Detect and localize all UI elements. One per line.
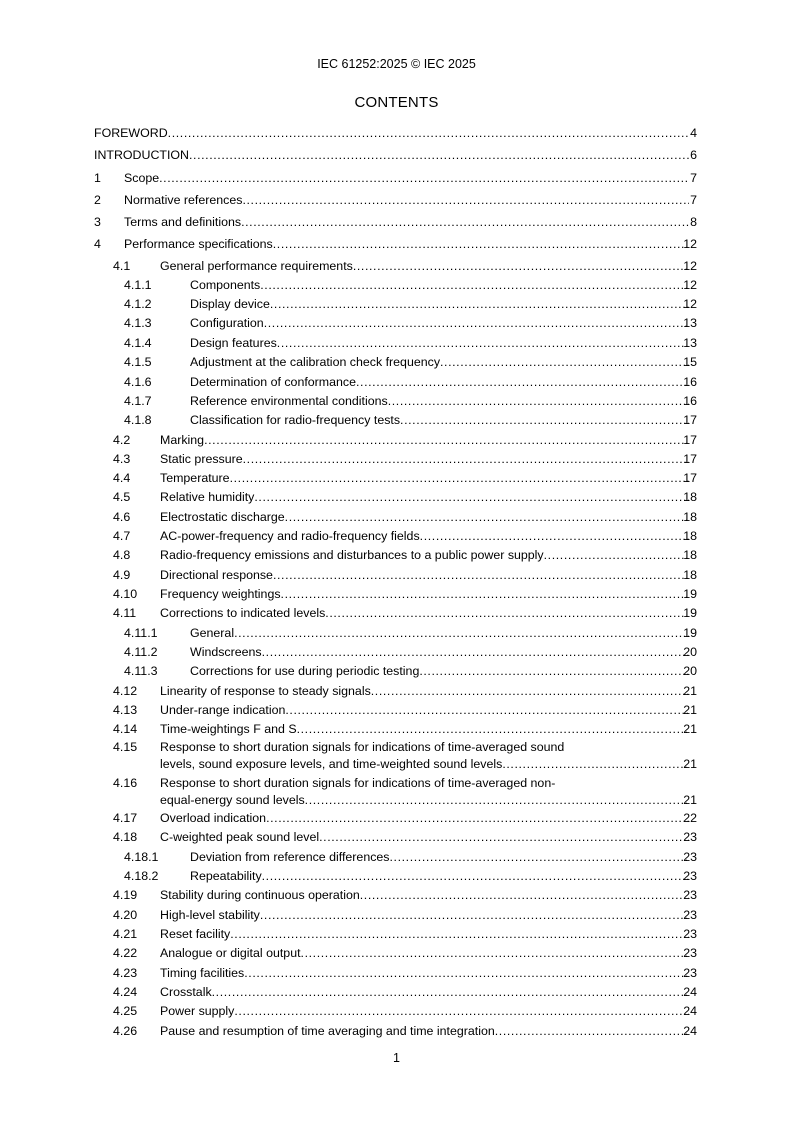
toc-entry-page: 8	[690, 215, 697, 229]
toc-entry-page: 7	[690, 171, 697, 185]
toc-entry-title: Time-weightings F and S	[160, 722, 297, 736]
toc-entry-number: 4.4	[113, 471, 131, 485]
toc-entry[interactable]	[0, 374, 793, 391]
toc-entry-number: 4.20	[113, 908, 138, 922]
dot-leader	[260, 907, 689, 924]
toc-entry[interactable]	[0, 663, 793, 680]
toc-entry[interactable]	[0, 984, 793, 1001]
toc-entry-number: 4.1.2	[124, 297, 152, 311]
toc-entry[interactable]	[0, 412, 793, 429]
toc-entry-title: Directional response	[160, 568, 273, 582]
toc-entry-page: 21	[683, 703, 697, 717]
toc-entry-number: 4.5	[113, 490, 131, 504]
toc-entry-number: 1	[94, 171, 101, 185]
toc-entry-number: 4.12	[113, 684, 138, 698]
toc-entry[interactable]	[0, 849, 793, 866]
toc-entry-page: 22	[683, 811, 697, 825]
toc-entry-page: 21	[683, 793, 697, 807]
toc-entry-title: Power supply	[160, 1004, 235, 1018]
toc-entry-page: 17	[683, 471, 697, 485]
toc-entry-page: 23	[683, 927, 697, 941]
dot-leader	[260, 277, 689, 294]
dot-leader	[270, 296, 689, 313]
toc-entry-title: Scope	[124, 171, 160, 185]
dot-leader	[360, 887, 689, 904]
toc-entry-title: Components	[190, 278, 261, 292]
toc-entry-number: 4.8	[113, 548, 131, 562]
toc-entry[interactable]	[0, 605, 793, 622]
toc-entry[interactable]	[0, 625, 793, 642]
toc-entry[interactable]	[0, 393, 793, 410]
toc-entry-title: Terms and definitions	[124, 215, 242, 229]
dot-leader	[234, 625, 689, 642]
toc-entry-number: 4.11.2	[124, 645, 158, 659]
toc-entry-number: 4.16	[113, 776, 138, 790]
dot-leader	[241, 214, 689, 231]
toc-entry[interactable]	[0, 756, 793, 773]
dot-leader	[266, 810, 689, 827]
dot-leader	[319, 829, 689, 846]
toc-entry-title: FOREWORD	[94, 126, 168, 140]
toc-entry-title: Analogue or digital output	[160, 946, 301, 960]
toc-entry-number: 4.21	[113, 927, 138, 941]
toc-entry-page: 23	[683, 888, 697, 902]
toc-entry-page: 16	[683, 375, 697, 389]
toc-entry-number: 4.18.1	[124, 850, 159, 864]
toc-entry-page: 24	[683, 1024, 697, 1038]
dot-leader	[400, 412, 689, 429]
dot-leader	[230, 470, 689, 487]
page-number: 1	[393, 1051, 400, 1065]
toc-entry-page: 13	[683, 336, 697, 350]
toc-entry-number: 3	[94, 215, 101, 229]
toc-entry[interactable]	[0, 125, 793, 142]
toc-entry-title: Relative humidity	[160, 490, 255, 504]
toc-entry-title: Under-range indication	[160, 703, 286, 717]
toc-entry-title: C-weighted peak sound level	[160, 830, 320, 844]
toc-entry-page: 4	[690, 126, 697, 140]
dot-leader	[305, 792, 689, 809]
toc-entry-number: 4.14	[113, 722, 138, 736]
toc-entry-title: Windscreens	[190, 645, 262, 659]
toc-entry-page: 18	[683, 529, 697, 543]
toc-entry[interactable]	[0, 887, 793, 904]
toc-entry-number: 4.3	[113, 452, 131, 466]
toc-entry-page: 19	[683, 606, 697, 620]
toc-entry-title: Frequency weightings	[160, 587, 281, 601]
toc-entry-page: 24	[683, 985, 697, 999]
toc-entry-title: Linearity of response to steady signals	[160, 684, 371, 698]
toc-entry-title: Display device	[190, 297, 270, 311]
toc-entry-title: Electrostatic discharge	[160, 510, 285, 524]
toc-entry[interactable]	[0, 489, 793, 506]
dot-leader	[495, 1023, 689, 1040]
toc-entry[interactable]	[0, 528, 793, 545]
toc-entry-title-line1: Response to short duration signals for indications of time-averaged sound	[160, 740, 565, 754]
toc-entry-page: 7	[690, 193, 697, 207]
dot-leader	[285, 509, 689, 526]
toc-entry-title: Classification for radio-frequency tests	[190, 413, 401, 427]
toc-entry-number: 4.11	[113, 606, 137, 620]
toc-entry-title: Determination of conformance	[190, 375, 356, 389]
toc-entry[interactable]	[0, 644, 793, 661]
toc-entry[interactable]	[0, 926, 793, 943]
toc-entry[interactable]	[0, 432, 793, 449]
toc-entry[interactable]	[0, 907, 793, 924]
toc-entry-page: 17	[683, 433, 697, 447]
dot-leader	[356, 374, 689, 391]
toc-entry-title: equal-energy sound levels	[160, 793, 305, 807]
toc-entry[interactable]	[0, 236, 793, 253]
toc-entry-title: levels, sound exposure levels, and time-weighted sound levels	[160, 757, 503, 771]
toc-entry-title: Overload indication	[160, 811, 267, 825]
dot-leader	[244, 965, 689, 982]
dot-leader	[234, 1003, 689, 1020]
toc-entry-number: 4	[94, 237, 101, 251]
toc-entry-title: Performance specifications	[124, 237, 273, 251]
toc-entry-page: 23	[683, 850, 697, 864]
toc-entry-page: 12	[683, 297, 697, 311]
dot-leader	[277, 335, 689, 352]
toc-entry-number: 4.1.6	[124, 375, 152, 389]
toc-entry[interactable]	[0, 258, 793, 275]
toc-entry-page: 12	[683, 259, 697, 273]
dot-leader	[420, 528, 689, 545]
toc-entry-number: 4.18.2	[124, 869, 159, 883]
toc-entry-page: 21	[683, 684, 697, 698]
toc-entry-number: 4.15	[113, 740, 138, 754]
toc-entry-page: 21	[683, 757, 697, 771]
dot-leader	[159, 170, 689, 187]
dot-leader	[419, 663, 689, 680]
dot-leader	[371, 683, 689, 700]
toc-entry-title: General	[190, 626, 235, 640]
toc-entry[interactable]	[0, 721, 793, 738]
toc-entry[interactable]	[0, 945, 793, 962]
dot-leader	[189, 147, 689, 164]
toc-entry-page: 15	[683, 355, 697, 369]
toc-entry[interactable]	[0, 147, 793, 164]
toc-entry-page: 13	[683, 316, 697, 330]
toc-entry-first-line	[0, 775, 793, 792]
dot-leader	[273, 236, 689, 253]
toc-entry[interactable]	[0, 192, 793, 209]
toc-entry-number: 4.19	[113, 888, 138, 902]
toc-entry-number: 4.9	[113, 568, 131, 582]
dot-leader	[273, 567, 689, 584]
dot-leader	[544, 547, 689, 564]
toc-entry-number: 4.18	[113, 830, 138, 844]
toc-entry[interactable]	[0, 829, 793, 846]
dot-leader	[285, 702, 689, 719]
dot-leader	[204, 432, 689, 449]
toc-entry-number: 4.10	[113, 587, 138, 601]
toc-entry-number: 4.25	[113, 1004, 138, 1018]
toc-entry-number: 4.24	[113, 985, 138, 999]
dot-leader	[390, 849, 690, 866]
toc-entry-number: 4.7	[113, 529, 131, 543]
toc-entry-title: Corrections for use during periodic testing	[190, 664, 420, 678]
toc-entry-number: 4.11.1	[124, 626, 158, 640]
dot-leader	[281, 586, 689, 603]
toc-entry-page: 23	[683, 908, 697, 922]
toc-entry-page: 18	[683, 548, 697, 562]
dot-leader	[301, 945, 689, 962]
toc-entry[interactable]	[0, 547, 793, 564]
toc-entry-page: 18	[683, 510, 697, 524]
dot-leader	[242, 192, 689, 209]
toc-entry-title: Pause and resumption of time averaging and time integration	[160, 1024, 495, 1038]
toc-entry-number: 4.6	[113, 510, 131, 524]
toc-entry[interactable]	[0, 702, 793, 719]
toc-entry-page: 19	[683, 626, 697, 640]
toc-entry[interactable]	[0, 335, 793, 352]
toc-entry-title: Reference environmental conditions	[190, 394, 388, 408]
toc-entry-number: 2	[94, 193, 101, 207]
toc-entry-title: General performance requirements	[160, 259, 353, 273]
toc-entry-title: Corrections to indicated levels	[160, 606, 326, 620]
toc-entry-page: 12	[683, 278, 697, 292]
toc-entry-title: Crosstalk	[160, 985, 212, 999]
toc-entry-number: 4.17	[113, 811, 138, 825]
toc-entry-page: 12	[683, 237, 697, 251]
dot-leader	[264, 315, 689, 332]
dot-leader	[502, 756, 689, 773]
toc-entry-title: Temperature	[160, 471, 230, 485]
dot-leader	[353, 258, 689, 275]
toc-entry[interactable]	[0, 683, 793, 700]
toc-entry-number: 4.11.3	[124, 664, 158, 678]
contents-title: CONTENTS	[354, 94, 439, 111]
toc-entry-title: Radio-frequency emissions and disturbances to a public power supply	[160, 548, 544, 562]
toc-entry[interactable]	[0, 586, 793, 603]
dot-leader	[262, 644, 689, 661]
toc-entry-page: 17	[683, 413, 697, 427]
toc-entry-page: 17	[683, 452, 697, 466]
toc-entry[interactable]	[0, 214, 793, 231]
toc-entry[interactable]	[0, 315, 793, 332]
toc-entry-number: 4.1.3	[124, 316, 152, 330]
toc-entry-title: Repeatability	[190, 869, 262, 883]
toc-entry-number: 4.1.5	[124, 355, 152, 369]
toc-entry-title: Normative references	[124, 193, 243, 207]
toc-entry-first-line	[0, 739, 793, 756]
dot-leader	[440, 354, 689, 371]
toc-entry-page: 23	[683, 830, 697, 844]
dot-leader	[325, 605, 689, 622]
toc-entry-title: Design features	[190, 336, 277, 350]
toc-entry-number: 4.1.8	[124, 413, 152, 427]
toc-entry-number: 4.1	[113, 259, 131, 273]
dot-leader	[388, 393, 689, 410]
toc-entry-title: Deviation from reference differences	[190, 850, 390, 864]
toc-entry[interactable]	[0, 1023, 793, 1040]
toc-entry[interactable]	[0, 965, 793, 982]
toc-entry-page: 20	[683, 645, 697, 659]
toc-entry-page: 18	[683, 568, 697, 582]
dot-leader	[262, 868, 689, 885]
toc-entry[interactable]	[0, 470, 793, 487]
toc-entry-title: High-level stability	[160, 908, 260, 922]
toc-entry-page: 23	[683, 869, 697, 883]
toc-entry-title: Marking	[160, 433, 205, 447]
document-header: IEC 61252:2025 © IEC 2025	[317, 57, 476, 71]
toc-entry-number: 4.1.1	[124, 278, 152, 292]
toc-entry[interactable]	[0, 810, 793, 827]
toc-entry-number: 4.2	[113, 433, 131, 447]
toc-entry-title: Timing facilities	[160, 966, 245, 980]
toc-entry-page: 20	[683, 664, 697, 678]
toc-entry[interactable]	[0, 509, 793, 526]
toc-entry-page: 16	[683, 394, 697, 408]
dot-leader	[230, 926, 689, 943]
toc-entry[interactable]	[0, 277, 793, 294]
toc-entry-title: Adjustment at the calibration check frequency	[190, 355, 441, 369]
toc-entry-page: 19	[683, 587, 697, 601]
toc-entry-number: 4.1.7	[124, 394, 152, 408]
toc-entry-page: 24	[683, 1004, 697, 1018]
toc-entry[interactable]	[0, 567, 793, 584]
dot-leader	[212, 984, 689, 1001]
toc-entry-title: Configuration	[190, 316, 264, 330]
toc-entry[interactable]	[0, 868, 793, 885]
toc-entry[interactable]	[0, 354, 793, 371]
dot-leader	[243, 451, 689, 468]
toc-entry-number: 4.13	[113, 703, 138, 717]
toc-entry-title: Static pressure	[160, 452, 243, 466]
toc-entry-number: 4.1.4	[124, 336, 152, 350]
dot-leader	[254, 489, 689, 506]
toc-entry-title: Reset facility	[160, 927, 231, 941]
toc-entry-title-line1: Response to short duration signals for indications of time-averaged non-	[160, 776, 556, 790]
toc-entry-page: 21	[683, 722, 697, 736]
toc-entry-number: 4.22	[113, 946, 138, 960]
toc-entry[interactable]	[0, 170, 793, 187]
dot-leader	[297, 721, 689, 738]
toc-entry-number: 4.23	[113, 966, 138, 980]
toc-entry-page: 18	[683, 490, 697, 504]
toc-entry[interactable]	[0, 296, 793, 313]
toc-entry-page: 23	[683, 966, 697, 980]
toc-entry-title: INTRODUCTION	[94, 148, 189, 162]
toc-entry[interactable]	[0, 792, 793, 809]
toc-entry-title: Stability during continuous operation	[160, 888, 360, 902]
toc-entry[interactable]	[0, 451, 793, 468]
dot-leader	[168, 125, 689, 142]
toc-entry-number: 4.26	[113, 1024, 138, 1038]
toc-entry[interactable]	[0, 1003, 793, 1020]
toc-entry-page: 6	[690, 148, 697, 162]
toc-entry-title: AC-power-frequency and radio-frequency fields	[160, 529, 420, 543]
toc-entry-page: 23	[683, 946, 697, 960]
